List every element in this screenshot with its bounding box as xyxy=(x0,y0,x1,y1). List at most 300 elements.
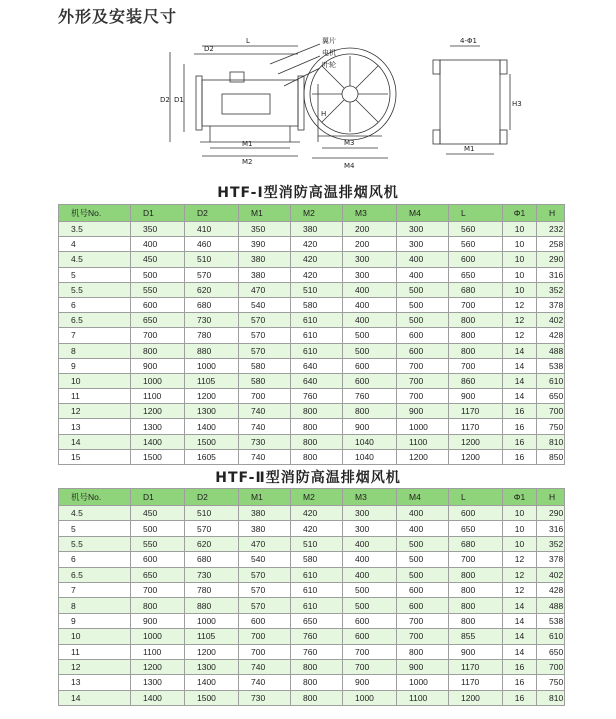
table-cell: 1500 xyxy=(185,434,239,449)
table-row xyxy=(59,252,565,267)
table-cell: 1400 xyxy=(131,434,185,449)
table-cell: 1100 xyxy=(131,389,185,404)
column-header: M2 xyxy=(291,489,343,506)
table-cell: 760 xyxy=(343,389,397,404)
table-cell: 700 xyxy=(343,644,397,659)
column-header: 机号No. xyxy=(59,205,131,222)
table-cell: 800 xyxy=(291,434,343,449)
table-cell: 538 xyxy=(537,358,565,373)
table-row xyxy=(59,598,565,613)
column-header: H xyxy=(537,205,565,222)
table-cell: 290 xyxy=(537,252,565,267)
table-cell: 810 xyxy=(537,690,565,705)
table-cell: 580 xyxy=(239,358,291,373)
table-cell: 1200 xyxy=(397,449,449,464)
table-row xyxy=(59,222,565,237)
column-header: L xyxy=(449,489,503,506)
table-cell: 390 xyxy=(239,237,291,252)
table-cell: 300 xyxy=(397,222,449,237)
table-cell: 1200 xyxy=(449,434,503,449)
table-cell: 860 xyxy=(449,373,503,388)
table-cell: 10 xyxy=(503,521,537,536)
table-cell: 13 xyxy=(59,419,131,434)
table-cell: 740 xyxy=(239,449,291,464)
column-header: D2 xyxy=(185,205,239,222)
table-cell: 316 xyxy=(537,521,565,536)
table-cell: 10 xyxy=(503,252,537,267)
table-cell: 380 xyxy=(239,506,291,521)
table-row xyxy=(59,644,565,659)
table-cell: 1170 xyxy=(449,419,503,434)
table-cell: 740 xyxy=(239,675,291,690)
table-cell: 800 xyxy=(449,613,503,628)
column-header: M4 xyxy=(397,489,449,506)
table-cell: 620 xyxy=(185,536,239,551)
table-cell: 1040 xyxy=(343,434,397,449)
table-cell: 378 xyxy=(537,552,565,567)
table-cell: 650 xyxy=(131,313,185,328)
table-cell: 352 xyxy=(537,282,565,297)
table-cell: 16 xyxy=(503,419,537,434)
table-cell: 1300 xyxy=(131,419,185,434)
table-cell: 450 xyxy=(131,252,185,267)
table-cell: 380 xyxy=(239,267,291,282)
table-cell: 400 xyxy=(343,567,397,582)
table-cell: 700 xyxy=(239,629,291,644)
table-cell: 12 xyxy=(503,297,537,312)
table-cell: 810 xyxy=(537,434,565,449)
table-row xyxy=(59,237,565,252)
table-cell: 352 xyxy=(537,536,565,551)
table-cell: 780 xyxy=(185,582,239,597)
table-cell: 1000 xyxy=(397,675,449,690)
table-cell: 402 xyxy=(537,313,565,328)
table-cell: 610 xyxy=(291,582,343,597)
table-cell: 500 xyxy=(343,328,397,343)
table-cell: 730 xyxy=(185,313,239,328)
table-cell: 700 xyxy=(397,613,449,628)
dim-D1-label: D1 xyxy=(174,96,184,104)
table-1-title: HTF-I型消防高温排烟风机 xyxy=(217,185,399,201)
table-cell: 380 xyxy=(239,252,291,267)
table-row xyxy=(59,449,565,464)
table-row xyxy=(59,582,565,597)
table-cell: 8 xyxy=(59,343,131,358)
table-cell: 800 xyxy=(449,582,503,597)
table-cell: 400 xyxy=(397,252,449,267)
table-cell: 750 xyxy=(537,419,565,434)
table-cell: 760 xyxy=(291,389,343,404)
dim-M2-label: M2 xyxy=(242,158,253,166)
table-cell: 1105 xyxy=(185,629,239,644)
table-cell: 400 xyxy=(343,282,397,297)
table-row xyxy=(59,389,565,404)
table-cell: 10 xyxy=(503,536,537,551)
callout-part-b: 电机 xyxy=(322,49,336,57)
table-cell: 4 xyxy=(59,237,131,252)
table-cell: 11 xyxy=(59,644,131,659)
table-row xyxy=(59,282,565,297)
table-cell: 560 xyxy=(449,222,503,237)
table-cell: 12 xyxy=(503,313,537,328)
motor-shape xyxy=(222,94,270,114)
table-cell: 488 xyxy=(537,598,565,613)
table-cell: 1500 xyxy=(185,690,239,705)
base-plate xyxy=(440,60,500,144)
table-cell: 570 xyxy=(239,582,291,597)
table-cell: 740 xyxy=(239,404,291,419)
table-cell: 650 xyxy=(537,644,565,659)
dim-H3-label: H3 xyxy=(512,100,522,108)
table-row xyxy=(59,343,565,358)
table-cell: 800 xyxy=(291,419,343,434)
table-cell: 610 xyxy=(291,567,343,582)
table-cell: 500 xyxy=(397,313,449,328)
dim-M3-label: M3 xyxy=(344,139,355,147)
table-cell: 570 xyxy=(239,567,291,582)
table-cell: 16 xyxy=(503,690,537,705)
dim-hole-label: 4-Φ1 xyxy=(460,37,477,45)
table-cell: 650 xyxy=(449,267,503,282)
table-cell: 650 xyxy=(537,389,565,404)
table-cell: 16 xyxy=(503,449,537,464)
table-row xyxy=(59,690,565,705)
table-cell: 570 xyxy=(239,328,291,343)
table-cell: 510 xyxy=(185,506,239,521)
table-cell: 500 xyxy=(343,343,397,358)
table-cell: 6.5 xyxy=(59,567,131,582)
table-cell: 400 xyxy=(343,313,397,328)
table-cell: 700 xyxy=(449,552,503,567)
table-cell: 500 xyxy=(397,536,449,551)
table-row xyxy=(59,313,565,328)
dim-D2-label: D2 xyxy=(204,45,214,53)
table-cell: 600 xyxy=(397,582,449,597)
table-cell: 610 xyxy=(291,313,343,328)
table-cell: 10 xyxy=(503,282,537,297)
table-cell: 1200 xyxy=(185,644,239,659)
table-cell: 700 xyxy=(239,389,291,404)
table-cell: 650 xyxy=(291,613,343,628)
table-row xyxy=(59,629,565,644)
table-cell: 420 xyxy=(291,267,343,282)
table-cell: 6 xyxy=(59,297,131,312)
section-heading: 外形及安装尺寸 xyxy=(58,7,178,26)
table-cell: 700 xyxy=(397,358,449,373)
table-row xyxy=(59,675,565,690)
table-cell: 300 xyxy=(343,521,397,536)
table-cell: 510 xyxy=(291,536,343,551)
table-cell: 855 xyxy=(449,629,503,644)
table-cell: 700 xyxy=(449,297,503,312)
table-cell: 16 xyxy=(503,675,537,690)
table-cell: 6.5 xyxy=(59,313,131,328)
table-row xyxy=(59,613,565,628)
table-cell: 14 xyxy=(503,389,537,404)
column-header: L xyxy=(449,205,503,222)
table-cell: 680 xyxy=(185,552,239,567)
table-cell: 700 xyxy=(449,358,503,373)
table-cell: 400 xyxy=(397,506,449,521)
callout-part-c: 叶轮 xyxy=(322,61,336,69)
table-cell: 540 xyxy=(239,297,291,312)
table-2-title: HTF-Ⅱ型消防高温排烟风机 xyxy=(215,470,401,486)
table-row xyxy=(59,358,565,373)
table-cell: 760 xyxy=(291,644,343,659)
table-cell: 800 xyxy=(291,449,343,464)
table-cell: 900 xyxy=(343,419,397,434)
table-cell: 550 xyxy=(131,536,185,551)
table-cell: 1300 xyxy=(185,659,239,674)
table-cell: 7 xyxy=(59,328,131,343)
table-cell: 500 xyxy=(397,282,449,297)
table-cell: 14 xyxy=(503,598,537,613)
table-cell: 760 xyxy=(291,629,343,644)
table-cell: 14 xyxy=(503,644,537,659)
table-cell: 10 xyxy=(503,222,537,237)
table-cell: 400 xyxy=(397,521,449,536)
table-cell: 4.5 xyxy=(59,506,131,521)
table-cell: 420 xyxy=(291,237,343,252)
table-cell: 300 xyxy=(343,506,397,521)
table-cell: 700 xyxy=(537,404,565,419)
table-cell: 13 xyxy=(59,675,131,690)
table-cell: 640 xyxy=(291,373,343,388)
table-row xyxy=(59,419,565,434)
table-cell: 500 xyxy=(343,598,397,613)
table-cell: 5 xyxy=(59,521,131,536)
table-cell: 10 xyxy=(503,506,537,521)
table-cell: 1400 xyxy=(131,690,185,705)
table-cell: 680 xyxy=(449,282,503,297)
column-header: 机号No. xyxy=(59,489,131,506)
table-cell: 1000 xyxy=(185,613,239,628)
table-cell: 1200 xyxy=(185,389,239,404)
table-cell: 11 xyxy=(59,389,131,404)
table-cell: 600 xyxy=(397,343,449,358)
table-cell: 620 xyxy=(185,282,239,297)
table-cell: 700 xyxy=(397,629,449,644)
table-row xyxy=(59,267,565,282)
table-cell: 16 xyxy=(503,659,537,674)
column-header: Φ1 xyxy=(503,205,537,222)
table-cell: 12 xyxy=(503,328,537,343)
table-cell: 800 xyxy=(449,567,503,582)
table-cell: 1000 xyxy=(185,358,239,373)
table-cell: 800 xyxy=(291,404,343,419)
table-cell: 3.5 xyxy=(59,222,131,237)
table-cell: 420 xyxy=(291,521,343,536)
table-cell: 10 xyxy=(59,373,131,388)
table-cell: 200 xyxy=(343,222,397,237)
table-cell: 500 xyxy=(397,297,449,312)
table-cell: 1000 xyxy=(343,690,397,705)
table-cell: 1170 xyxy=(449,659,503,674)
table-cell: 610 xyxy=(291,343,343,358)
table-cell: 500 xyxy=(131,267,185,282)
table-cell: 600 xyxy=(131,297,185,312)
table-cell: 510 xyxy=(185,252,239,267)
dim-D2-side-label: D2 xyxy=(160,96,170,104)
table-cell: 600 xyxy=(343,358,397,373)
table-cell: 580 xyxy=(291,297,343,312)
table-cell: 1000 xyxy=(397,419,449,434)
table-cell: 880 xyxy=(185,343,239,358)
table-cell: 1200 xyxy=(449,449,503,464)
table-cell: 400 xyxy=(131,237,185,252)
table-cell: 650 xyxy=(449,521,503,536)
table-cell: 1200 xyxy=(449,690,503,705)
table-cell: 460 xyxy=(185,237,239,252)
table-cell: 1400 xyxy=(185,675,239,690)
fan-side-body xyxy=(202,80,298,126)
table-cell: 650 xyxy=(131,567,185,582)
table-row xyxy=(59,506,565,521)
table-cell: 1200 xyxy=(131,659,185,674)
table-cell: 600 xyxy=(343,629,397,644)
table-cell: 600 xyxy=(343,373,397,388)
table-cell: 800 xyxy=(397,644,449,659)
column-header: D1 xyxy=(131,489,185,506)
table-row xyxy=(59,536,565,551)
table-cell: 10 xyxy=(59,629,131,644)
table-cell: 14 xyxy=(59,434,131,449)
table-cell: 740 xyxy=(239,659,291,674)
table-cell: 780 xyxy=(185,328,239,343)
table-cell: 900 xyxy=(131,613,185,628)
dim-plan-M1-label: M1 xyxy=(464,145,475,153)
table-cell: 7 xyxy=(59,582,131,597)
table-cell: 510 xyxy=(291,282,343,297)
table-row xyxy=(59,521,565,536)
table-cell: 420 xyxy=(291,506,343,521)
table-cell: 16 xyxy=(503,434,537,449)
table-cell: 380 xyxy=(239,521,291,536)
table-cell: 380 xyxy=(291,222,343,237)
table-cell: 14 xyxy=(503,358,537,373)
table-cell: 500 xyxy=(397,567,449,582)
table-cell: 10 xyxy=(503,237,537,252)
table-cell: 570 xyxy=(185,267,239,282)
table-cell: 700 xyxy=(239,644,291,659)
table-cell: 14 xyxy=(503,613,537,628)
table-cell: 800 xyxy=(291,675,343,690)
column-header: M1 xyxy=(239,489,291,506)
table-cell: 600 xyxy=(343,613,397,628)
table-cell: 900 xyxy=(397,659,449,674)
table-cell: 900 xyxy=(397,404,449,419)
table-cell: 700 xyxy=(343,659,397,674)
table-cell: 200 xyxy=(343,237,397,252)
column-header: M4 xyxy=(397,205,449,222)
table-cell: 5 xyxy=(59,267,131,282)
table-cell: 550 xyxy=(131,282,185,297)
table-cell: 700 xyxy=(131,582,185,597)
table-cell: 9 xyxy=(59,613,131,628)
table-cell: 1000 xyxy=(131,629,185,644)
table-cell: 16 xyxy=(503,404,537,419)
table-cell: 488 xyxy=(537,343,565,358)
table-cell: 316 xyxy=(537,267,565,282)
table-row xyxy=(59,404,565,419)
table-cell: 900 xyxy=(449,389,503,404)
table-cell: 600 xyxy=(397,598,449,613)
table-cell: 1300 xyxy=(131,675,185,690)
table-cell: 730 xyxy=(239,690,291,705)
table-cell: 1605 xyxy=(185,449,239,464)
spec-table-htf-1 xyxy=(58,204,565,465)
table-cell: 600 xyxy=(449,506,503,521)
table-cell: 400 xyxy=(343,297,397,312)
column-header: D2 xyxy=(185,489,239,506)
table-cell: 378 xyxy=(537,297,565,312)
table-cell: 1040 xyxy=(343,449,397,464)
table-cell: 6 xyxy=(59,552,131,567)
table-cell: 5.5 xyxy=(59,282,131,297)
table-cell: 10 xyxy=(503,267,537,282)
table-cell: 600 xyxy=(397,328,449,343)
table-cell: 500 xyxy=(397,552,449,567)
table-cell: 5.5 xyxy=(59,536,131,551)
table-cell: 580 xyxy=(291,552,343,567)
column-header: M1 xyxy=(239,205,291,222)
table-row xyxy=(59,659,565,674)
table-cell: 300 xyxy=(397,237,449,252)
table-cell: 700 xyxy=(397,373,449,388)
table-cell: 470 xyxy=(239,536,291,551)
table-cell: 402 xyxy=(537,567,565,582)
column-header: Φ1 xyxy=(503,489,537,506)
column-header: D1 xyxy=(131,205,185,222)
table-cell: 1100 xyxy=(131,644,185,659)
table-cell: 570 xyxy=(239,343,291,358)
table-cell: 1170 xyxy=(449,675,503,690)
table-cell: 410 xyxy=(185,222,239,237)
table-cell: 900 xyxy=(131,358,185,373)
fan-dimension-drawing xyxy=(150,24,540,174)
column-header: M3 xyxy=(343,205,397,222)
table-cell: 540 xyxy=(239,552,291,567)
table-cell: 580 xyxy=(239,373,291,388)
table-cell: 900 xyxy=(449,644,503,659)
table-cell: 500 xyxy=(343,582,397,597)
table-cell: 750 xyxy=(537,675,565,690)
callout-part-a: 翼片 xyxy=(322,37,336,45)
table-cell: 800 xyxy=(449,598,503,613)
table-cell: 800 xyxy=(291,659,343,674)
table-row xyxy=(59,567,565,582)
table-cell: 14 xyxy=(59,690,131,705)
table-cell: 1400 xyxy=(185,419,239,434)
table-cell: 610 xyxy=(291,598,343,613)
table-cell: 232 xyxy=(537,222,565,237)
table-cell: 700 xyxy=(537,659,565,674)
table-cell: 500 xyxy=(131,521,185,536)
table-row xyxy=(59,434,565,449)
table-cell: 350 xyxy=(131,222,185,237)
table-cell: 450 xyxy=(131,506,185,521)
table-cell: 1500 xyxy=(131,449,185,464)
table-cell: 12 xyxy=(503,582,537,597)
table-cell: 700 xyxy=(131,328,185,343)
table-cell: 600 xyxy=(239,613,291,628)
table-row xyxy=(59,328,565,343)
table-cell: 610 xyxy=(291,328,343,343)
table-cell: 800 xyxy=(449,313,503,328)
table-cell: 1105 xyxy=(185,373,239,388)
table-cell: 15 xyxy=(59,449,131,464)
table-cell: 680 xyxy=(449,536,503,551)
